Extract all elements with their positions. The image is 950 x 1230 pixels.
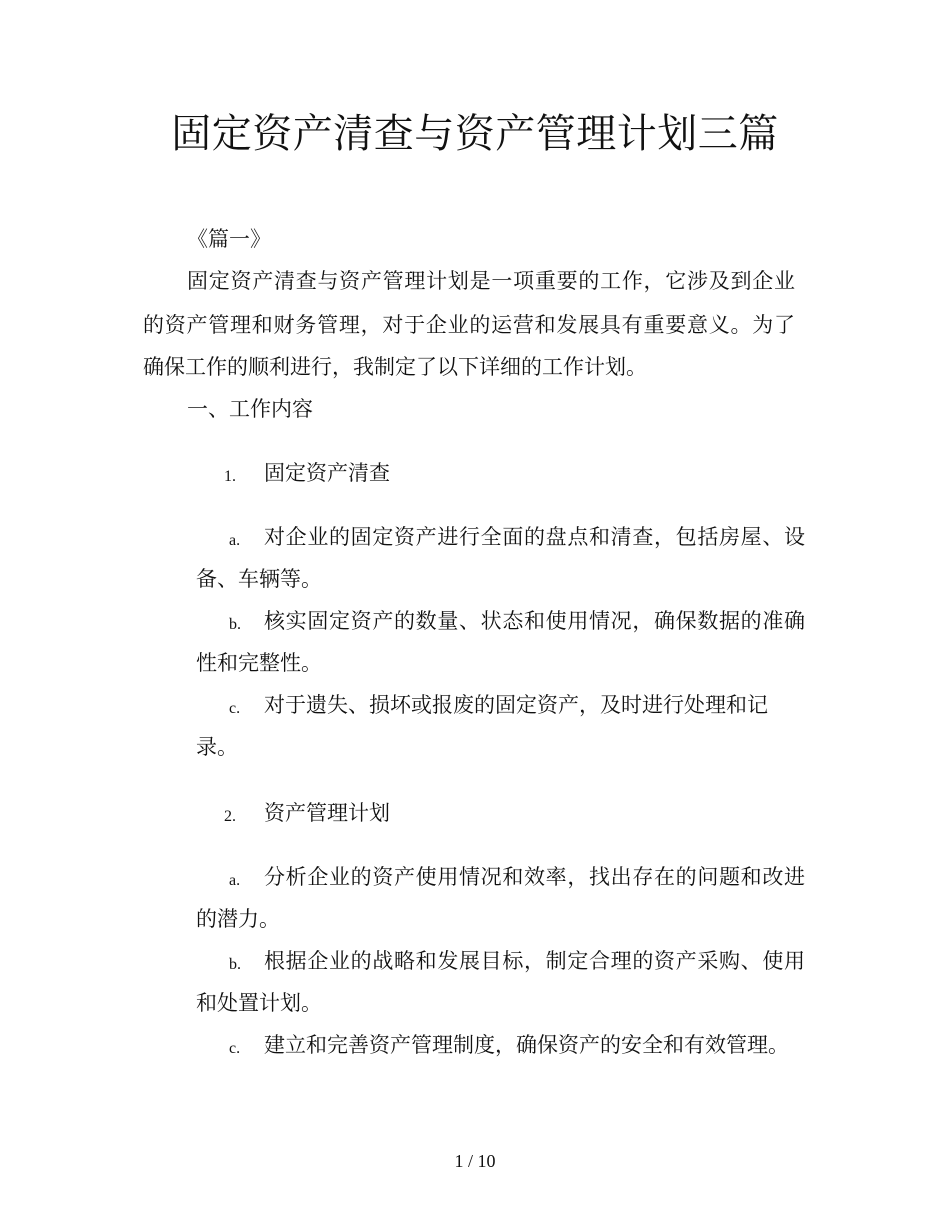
item-2-number: 2. [224,808,236,825]
item-1c-line-1: 对于遗失、损坏或报废的固定资产，及时进行处理和记 [264,693,768,717]
item-2a-letter: a. [229,872,241,889]
part-heading: 一、工作内容 [187,397,313,421]
item-2b-letter: b. [229,956,241,973]
item-1a-line-2: 备、车辆等。 [196,567,322,591]
item-1b-line-2: 性和完整性。 [196,651,322,675]
item-2a-line-1: 分析企业的资产使用情况和效率，找出存在的问题和改进 [264,865,805,889]
item-2b-line-2: 和处置计划。 [196,991,322,1015]
document-title: 固定资产清查与资产管理计划三篇 [171,111,779,157]
section-heading: 《篇一》 [187,227,271,251]
item-1b-letter: b. [229,616,241,633]
intro-line-2: 的资产管理和财务管理，对于企业的运营和发展具有重要意义。为了 [143,313,795,337]
item-1b-line-1: 核实固定资产的数量、状态和使用情况，确保数据的准确 [264,609,805,633]
intro-line-3: 确保工作的顺利进行，我制定了以下详细的工作计划。 [143,355,647,379]
item-2-title: 资产管理计划 [264,801,390,825]
item-2c-line-1: 建立和完善资产管理制度，确保资产的安全和有效管理。 [264,1033,789,1057]
item-1a-line-1: 对企业的固定资产进行全面的盘点和清查，包括房屋、设 [264,525,805,549]
item-1-title: 固定资产清查 [264,461,390,485]
item-1c-letter: c. [229,700,241,717]
item-1c-line-2: 录。 [196,735,238,759]
intro-line-1: 固定资产清查与资产管理计划是一项重要的工作，它涉及到企业 [187,269,795,293]
item-2c-letter: c. [229,1040,241,1057]
page-indicator: 1 / 10 [454,1151,496,1171]
item-2a-line-2: 的潜力。 [196,907,280,931]
item-2b-line-1: 根据企业的战略和发展目标，制定合理的资产采购、使用 [264,949,805,973]
item-1a-letter: a. [229,532,241,549]
item-1-number: 1. [224,468,236,485]
